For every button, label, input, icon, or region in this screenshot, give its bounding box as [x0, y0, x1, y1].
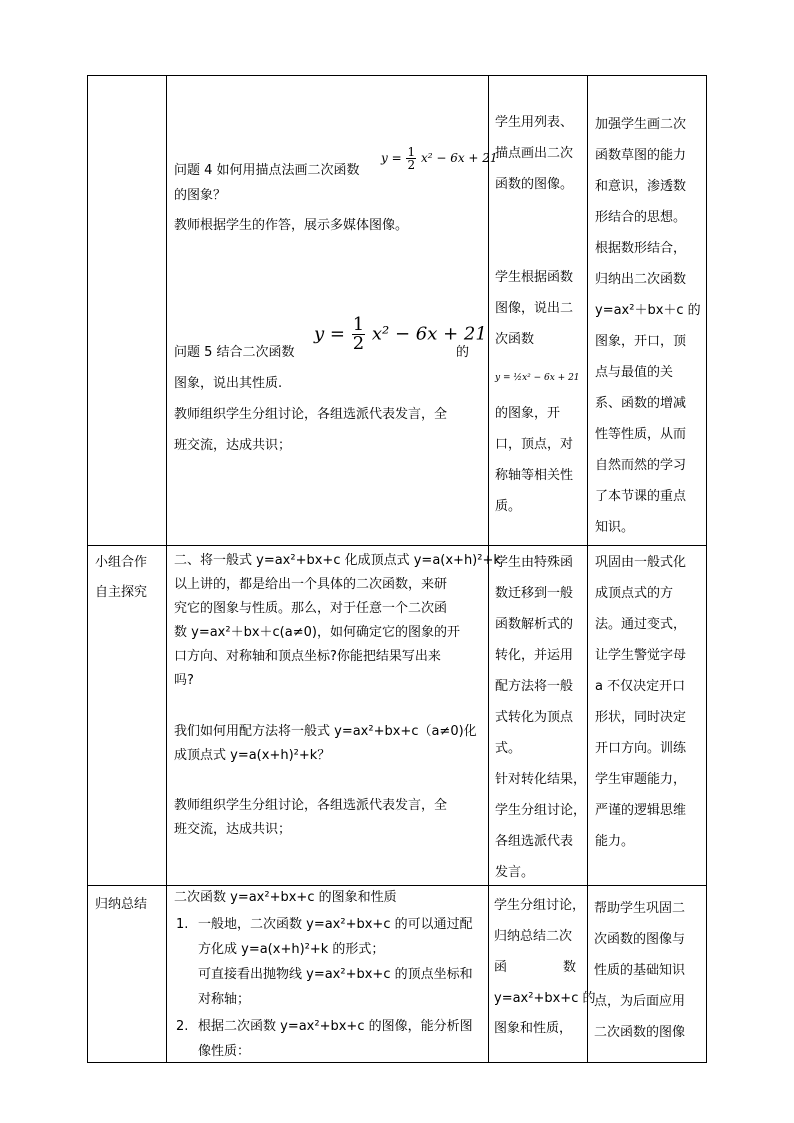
student-text: 发言。: [495, 865, 535, 880]
teacher-text: 究它的图象与性质。那么，对于任意一个二次函: [174, 601, 448, 616]
table-right-border: [706, 75, 707, 1063]
student-text: 质。: [495, 499, 522, 514]
q4-prompt-suffix: 的图象？: [174, 188, 227, 203]
col-divider-1: [166, 75, 167, 1063]
row-divider-1: [87, 545, 706, 546]
teacher-text: 可直接看出抛物线 y=ax²+bx+c 的顶点坐标和: [198, 967, 473, 982]
row2-student-cell: [495, 547, 586, 888]
teacher-text: 以上讲的，都是给出一个具体的二次函数，来研: [174, 577, 448, 592]
student-text: 函数的图像。: [495, 177, 574, 192]
col-divider-3: [587, 75, 588, 1063]
intent-line: 成顶点式的方: [595, 586, 674, 601]
intent-line: 根据数形结合，: [595, 241, 687, 256]
student-text: 归纳总结二次: [494, 929, 573, 944]
teacher-text: 方化成 y=a(x+h)²+k 的形式；: [198, 942, 385, 957]
intent-line: 点与最值的关: [595, 365, 674, 380]
intent-line: 法。通过变式，: [595, 617, 687, 632]
teacher-text: 教师组织学生分组讨论，各组选派代表发言，全: [174, 798, 448, 813]
teacher-text: 口方向、对称轴和顶点坐标?你能把结果写出来: [174, 649, 441, 664]
intent-line: 加强学生画二次: [595, 117, 687, 132]
teacher-text: 班交流，达成共识；: [174, 822, 292, 837]
student-text: 学生分组讨论，: [495, 803, 587, 818]
intent-line: 自然而然的学习: [595, 458, 687, 473]
teacher-text: 数 y=ax²＋bx＋c(a≠0)，如何确定它的图象的开: [174, 625, 460, 640]
intent-line: 学生审题能力，: [595, 772, 687, 787]
intent-line: 让学生警觉字母: [595, 648, 687, 663]
intent-line: 开口方向。训练: [595, 741, 687, 756]
table-top-border: [87, 75, 706, 76]
intent-line: 二次函数的图像: [594, 1025, 686, 1040]
student-text: 式。: [495, 741, 522, 756]
intent-line: 严谨的逻辑思维: [595, 803, 687, 818]
student-text: 描点画出二次: [495, 146, 574, 161]
student-text: 学生分组讨论，: [494, 898, 586, 913]
student-text: 称轴等相关性: [495, 468, 574, 483]
stage-label: 小组合作: [95, 555, 148, 570]
q5-prompt: 问题 5 结合二次函数: [174, 345, 295, 360]
student-text: 次函数: [495, 332, 535, 347]
intent-line: 能力。: [595, 834, 635, 849]
row1-intent-cell: [595, 109, 701, 543]
teacher-text: 成顶点式 y=a(x+h)²+k？: [174, 748, 331, 763]
row3-stage-cell: [95, 890, 147, 920]
student-text: 数迁移到一般: [495, 586, 574, 601]
row2-teacher-cell-p2: [174, 720, 477, 768]
student-text: 学生根据函数: [495, 270, 574, 285]
teacher-text: 像性质：: [198, 1044, 251, 1059]
summary-title: 二次函数 y=ax²+bx+c 的图象和性质: [174, 890, 397, 905]
intent-line: 系、函数的增减: [595, 396, 687, 411]
intent-line: 巩固由一般式化: [595, 555, 687, 570]
student-text: y=ax²+bx+c 的: [494, 991, 596, 1006]
teacher-text: 二、将一般式 y=ax²+bx+c 化成顶点式 y=a(x+h)²+k: [174, 553, 501, 568]
q5-teacher-note-2: 班交流，达成共识；: [174, 438, 292, 453]
q4-formula: y = $\frac{1}{2}$ x² − 6x + 21: [381, 145, 498, 172]
intent-line: 性等性质，从而: [595, 427, 687, 442]
q4-prompt: 问题 4 如何用描点法画二次函数: [174, 163, 360, 178]
intent-line: a 不仅决定开口: [595, 679, 686, 694]
stage-label: 归纳总结: [95, 897, 148, 912]
student-formula: y = ½x² − 6x + 21: [495, 373, 580, 383]
q5-prompt-line2: 图象，说出其性质.: [174, 376, 283, 391]
intent-line: 次函数的图像与: [594, 932, 686, 947]
student-text: 图象和性质，: [494, 1021, 573, 1036]
q5-formula: y = $\frac{1}{2}$ x² − 6x + 21: [314, 314, 487, 354]
student-text: 配方法将一般: [495, 679, 574, 694]
row2-intent-cell: [595, 547, 686, 857]
student-text: 图像，说出二: [495, 301, 574, 316]
row2-teacher-cell: [174, 549, 501, 693]
intent-line: 帮助学生巩固二: [594, 901, 686, 916]
intent-line: 图象，开口，顶: [595, 334, 687, 349]
q4-teacher-note: 教师根据学生的作答，展示多媒体图像。: [174, 218, 409, 233]
intent-line: 和意识，渗透数: [595, 179, 687, 194]
table-left-border: [87, 75, 88, 1063]
intent-line: 形状，同时决定: [595, 710, 687, 725]
student-text: 学生由特殊函: [495, 555, 574, 570]
intent-line: 点，为后面应用: [594, 994, 686, 1009]
q5-teacher-note-1: 教师组织学生分组讨论，各组选派代表发言，全: [174, 407, 448, 422]
row3-intent-cell: [594, 893, 685, 1048]
student-text: 学生用列表、: [495, 115, 574, 130]
intent-line: y=ax²＋bx＋c 的: [595, 303, 701, 318]
intent-line: 形结合的思想。: [595, 210, 687, 225]
intent-line: 了本节课的重点: [595, 489, 687, 504]
student-text: 函: [494, 960, 508, 975]
intent-line: 函数草图的能力: [595, 148, 687, 163]
row2-stage-cell: [95, 548, 147, 608]
teacher-text: 吗?: [174, 673, 194, 688]
teacher-text: 根据二次函数 y=ax²+bx+c 的图像，能分析图: [198, 1019, 473, 1034]
student-text: 的图象，开: [495, 406, 561, 421]
intent-line: 性质的基础知识: [594, 963, 686, 978]
student-text: 转化，并运用: [495, 648, 574, 663]
intent-line: 归纳出二次函数: [595, 272, 687, 287]
teacher-text: 我们如何用配方法将一般式 y=ax²+bx+c（a≠0)化: [174, 724, 477, 739]
table-bottom-border: [87, 1062, 706, 1063]
item-number: 2.: [176, 1019, 189, 1034]
row2-teacher-cell-p3: [174, 794, 447, 842]
teacher-text: 一般地，二次函数 y=ax²+bx+c 的可以通过配: [198, 917, 473, 932]
q5-prompt-de: 的: [456, 345, 470, 360]
student-text: 数: [563, 960, 577, 975]
teacher-text: 对称轴；: [198, 992, 251, 1007]
student-text: 口，顶点，对: [495, 437, 574, 452]
student-text: 式转化为顶点: [495, 710, 574, 725]
item-number: 1.: [176, 917, 189, 932]
intent-line: 知识。: [595, 520, 635, 535]
student-text: 函数解析式的: [495, 617, 574, 632]
stage-label: 自主探究: [95, 585, 148, 600]
student-text: 各组选派代表: [495, 834, 574, 849]
student-text: 针对转化结果，: [495, 772, 587, 787]
